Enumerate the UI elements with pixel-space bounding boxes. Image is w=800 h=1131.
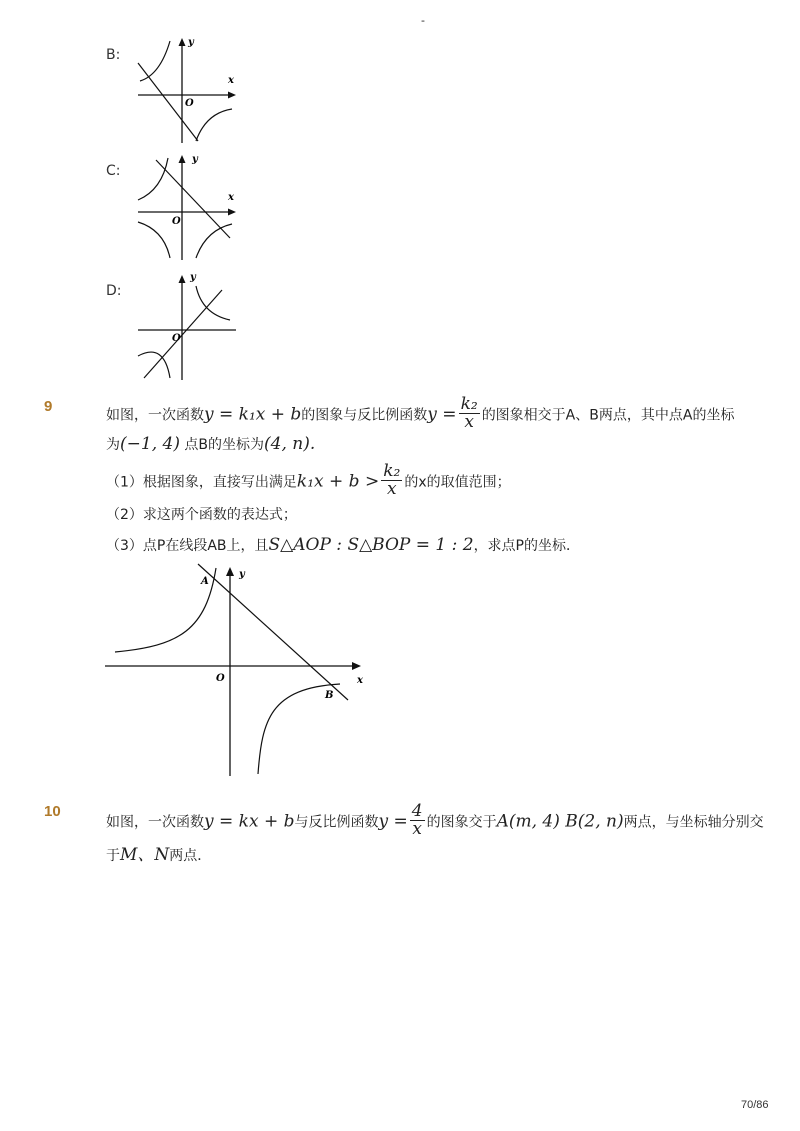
q9-linear-fn: y = k₁x + b [204,404,302,425]
q9-line2-b: 点B的坐标为 [184,437,265,453]
question-9-line-2 [106,434,315,454]
q10-b: 与反比例函数 [294,814,379,831]
q10-d: 两点，与坐标轴分别交 [623,814,764,831]
q9-intro-a: 如图，一次函数 [106,407,204,424]
q9-p1-b: 的x的取值范围； [404,474,511,491]
question-9-part-2: （2）求这两个函数的表达式； [106,507,297,523]
q10-a: 如图，一次函数 [106,814,204,831]
q9-p1-a: （1）根据图象，直接写出满足 [106,474,297,491]
question-10-line-2 [106,840,211,865]
header-mark: - [421,14,425,27]
q10-inverse-numerator: 4 [411,801,423,821]
question-9-line-1 [106,394,735,433]
figure-origin-label: O [216,673,225,684]
option-c-label: C: [106,163,121,179]
q9-p3-a: （3）点P在线段AB上，且 [106,538,269,554]
figure-point-a-label: A [201,576,209,587]
option-b-origin-label: O [185,98,194,109]
page-number: 70/86 [741,1099,769,1111]
figure-point-b-label: B [325,690,334,701]
q9-inverse-fraction [459,396,480,431]
option-b-x-label: x [228,75,234,86]
q10-line2-a: 于 [106,848,120,864]
question-9-number: 9 [44,398,53,415]
option-d-label: D: [106,283,122,299]
q10-c: 的图象交于 [426,814,497,831]
option-c-graph [130,150,250,262]
question-9-part-1 [106,461,511,500]
q10-inverse-denominator: x [412,819,422,839]
q9-point-a: (−1, 4) [120,434,180,454]
q10-inverse-fraction [410,803,425,838]
question-10-number: 10 [44,803,61,820]
q9-intro-b: 的图象与反比例函数 [301,407,428,424]
q9-p1-expr: k₁x + b > [296,471,380,492]
option-d-graph [130,270,250,382]
q10-inverse-lhs: y = [378,811,408,832]
option-d-y-label: y [190,272,196,283]
question-10-line-1 [106,801,764,840]
q9-inverse-denominator: x [464,412,474,432]
q9-inverse-lhs: y = [427,404,457,425]
question-9-figure [100,560,375,780]
q9-p1-fraction [381,463,402,498]
q9-intro-c: 的图象相交于A、B两点，其中点A的坐标 [481,407,735,424]
q10-linear-fn: y = kx + b [204,811,295,832]
figure-x-label: x [357,675,363,686]
option-b-y-label: y [188,37,194,48]
q10-line2-b: 两点． [169,848,212,864]
q9-p1-denominator: x [386,479,397,499]
option-c-y-label: y [192,154,198,165]
q9-p3-b: ，求点P的坐标． [473,538,581,554]
q9-p1-numerator: k₂ [383,461,401,481]
option-b-graph [130,33,250,145]
option-d-origin-label: O [172,333,181,344]
option-c-x-label: x [228,192,234,203]
question-9-part-3 [106,535,580,555]
q9-p3-expr: S△AOP : S△BOP = 1 : 2 [268,535,474,555]
q9-line2-a: 为 [106,437,120,453]
option-c-origin-label: O [172,216,181,227]
q9-inverse-numerator: k₂ [460,394,478,414]
q10-points: A(m, 4) B(2, n) [496,811,624,832]
option-b-label: B: [106,47,121,63]
figure-y-label: y [239,569,245,580]
q9-point-b: (4, n). [264,434,316,454]
q10-mn: M、N [120,845,170,865]
